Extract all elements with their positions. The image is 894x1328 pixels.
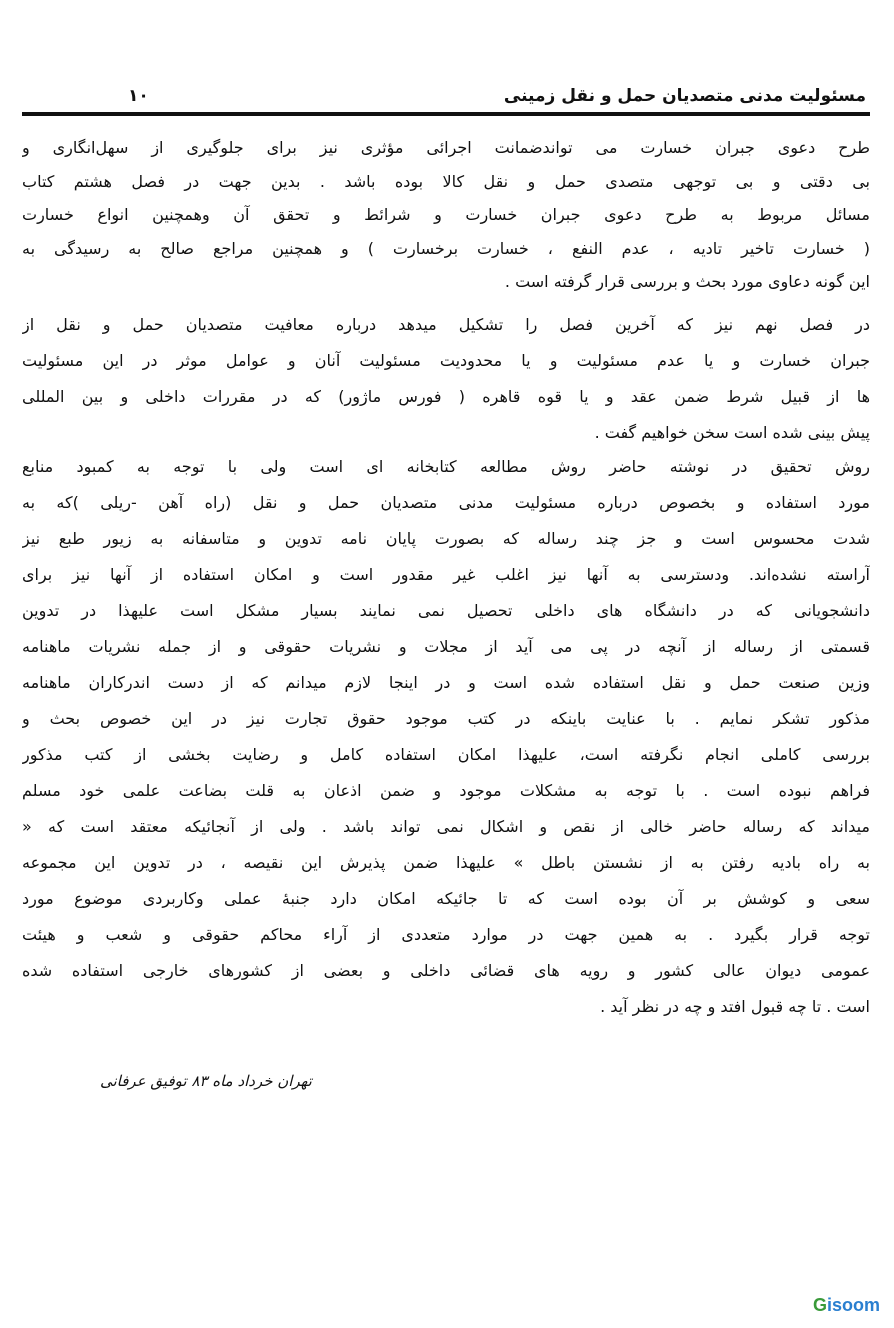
page-number: ۱۰	[128, 86, 149, 106]
header-rule	[22, 112, 870, 116]
text-line: قسمتی از رساله از آنچه در پی می آید از مجلات و نشریات حقوقی و از جمله نشریات ماهنامه	[22, 637, 870, 656]
text-line: طرح دعوی جبران خسارت می تواندضمانت اجرائی مؤثری نیز برای جلوگیری از سهل‌انگاری و	[22, 138, 870, 157]
text-line: مذکور تشکر نمایم . با عنایت باینکه در کتب موجود حقوق تجارت نیز در این خصوص بحث و	[22, 709, 870, 728]
text-line: فراهم نبوده است . با توجه به مشکلات موجود و ضمن اذعان به قلت بضاعت علمی خود مسلم	[22, 781, 870, 800]
watermark-logo: Gisoom	[812, 1295, 880, 1315]
text-line: این گونه دعاوی مورد بحث و بررسی قرار گرفته است .	[504, 272, 870, 291]
text-line: میداند که رساله حاضر خالی از نقص و اشکال نمی تواند باشد . ولی از آنجائیکه معتقد است که «	[22, 817, 870, 836]
text-line: جبران خسارت و یا عدم مسئولیت و یا محدودیت مسئولیت آنان و عوامل موثر در این مسئولیت	[22, 351, 870, 370]
text-line: شدت محسوس است و جز چند رساله که بصورت پایان نامه تدوین و متاسفانه به زیور طبع نیز	[22, 529, 870, 548]
paragraph-3	[22, 449, 870, 1025]
text-line: پیش بینی شده است سخن خواهیم گفت .	[594, 423, 870, 442]
text-line: وزین صنعت حمل و نقل استفاده شده است و در اینجا لازم میدانم که از دست اندرکاران ماهنامه	[22, 673, 870, 692]
text-line: به راه بادیه رفتن به از نشستن باطل » علیهذا ضمن پذیرش این نقیصه ، در تدوین این مجموعه	[22, 853, 870, 872]
text-line: بی دقتی و بی توجهی متصدی حمل و نقل کالا بوده باشد . بدین جهت در فصل هشتم کتاب	[22, 171, 870, 191]
running-header-title: مسئولیت مدنی متصدیان حمل و نقل زمینی	[503, 86, 866, 106]
paragraph-2	[22, 307, 870, 451]
text-line: ها از قبیل شرط ضمن عقد و یا قوه قاهره ( فورس ماژور) که در مقررات داخلی و بین المللی	[22, 387, 870, 406]
text-line: مورد استفاده و بخصوص درباره مسئولیت مدنی متصدیان حمل و نقل (راه آهن -ریلی )که به	[22, 493, 870, 512]
signature-line: تهران خرداد ماه ۸۳ توفیق عرفانی	[100, 1072, 312, 1090]
text-line: ( خسارت تاخیر تادیه ، عدم النفع ، خسارت برخسارت ) و همچنین مراجع صالح به رسیدگی به	[22, 238, 870, 258]
text-line: بررسی کاملی انجام نگرفته است، علیهذا امکان استفاده کامل و رضایت بخشی از کتب مذکور	[22, 745, 870, 764]
text-line: روش تحقیق در نوشته حاضر روش مطالعه کتابخانه ای است ولی با توجه به کمبود منابع	[22, 457, 870, 476]
text-line: است . تا چه قبول افتد و چه در نظر آید .	[600, 997, 870, 1016]
text-line: سعی و کوشش بر آن بوده است که تا جائیکه امکان دارد جنبهٔ عملی وکاربردی موضوع مورد	[22, 889, 870, 908]
text-line: آراسته نشده‌اند. ودسترسی به آنها نیز اغلب غیر مقدور است و امکان استفاده از آنها نیز برای	[22, 565, 870, 584]
paragraph-1	[22, 131, 870, 299]
text-line: عمومی دیوان عالی کشور و رویه های قضائی داخلی و بعضی از کشورهای خارجی استفاده شده	[22, 961, 870, 980]
text-line: مسائل مربوط به طرح دعوی جبران خسارت و شرائط و تحقق آن وهمچنین انواع خسارت	[22, 205, 870, 224]
text-line: در فصل نهم نیز که آخرین فصل را تشکیل میدهد درباره معافیت متصدیان حمل و نقل از	[22, 315, 870, 334]
text-line: دانشجویانی که در دانشگاه های داخلی تحصیل نمی نمایند بسیار مشکل است علیهذا در تدوین	[22, 601, 870, 620]
text-line: توجه قرار بگیرد . به همین جهت در موارد متعددی از آراء محاکم حقوقی و شعب و هیئت	[22, 925, 870, 944]
